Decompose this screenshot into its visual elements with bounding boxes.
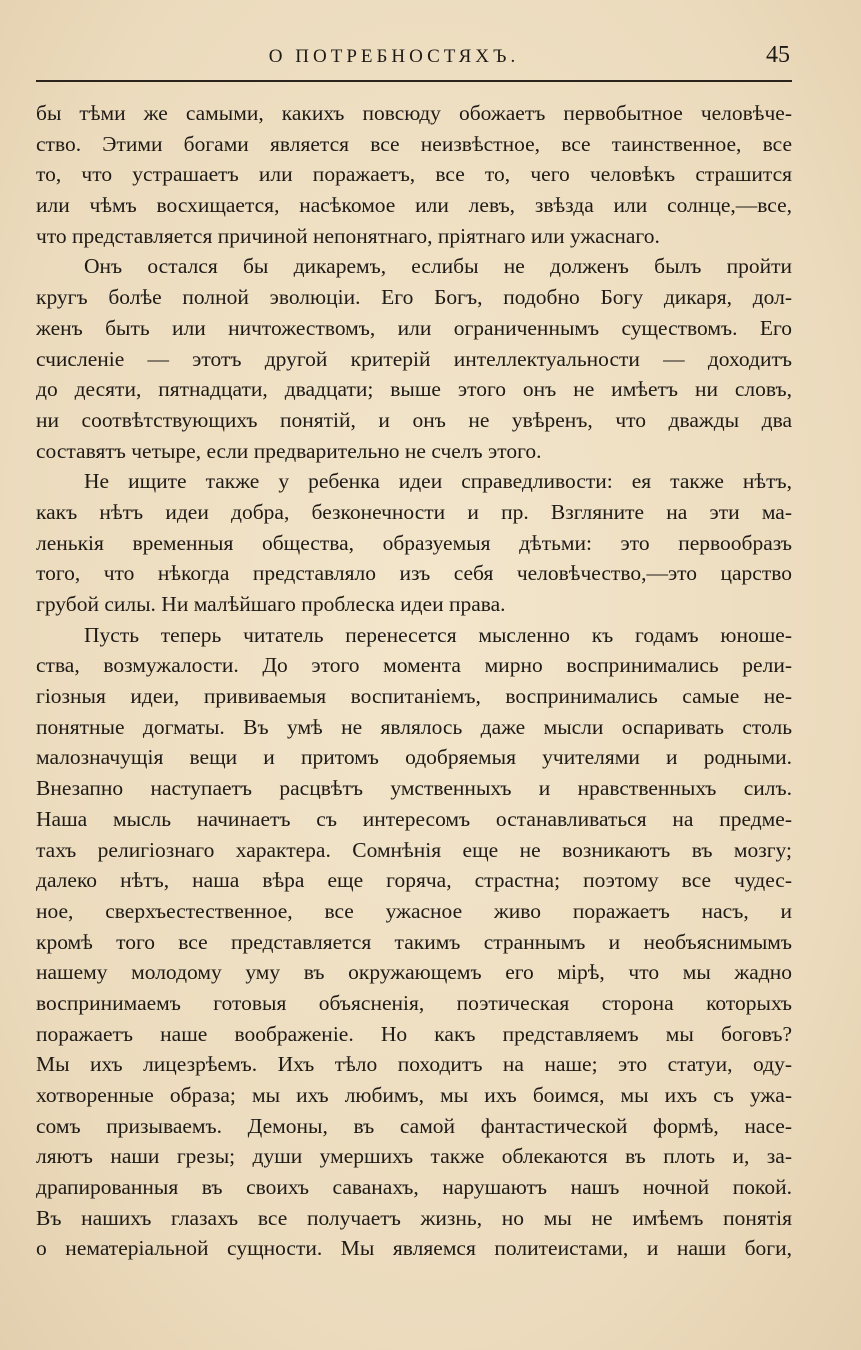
header-rule [36,80,792,82]
text-line: воспринимаемъ готовыя объясненія, поэтическая сторона которыхъ [36,990,792,1015]
text-line: о нематеріальной сущности. Мы являемся политеистами, и наши боги, [36,1236,792,1261]
text-line: поражаетъ наше воображеніе. Но какъ представляемъ мы боговъ? [36,1021,792,1046]
text-line: того, что нѣкогда представляло изъ себя человѣчество,—это царство [36,561,792,586]
text-line: малозначущія вещи и притомъ одобряемыя учителями и родными. [36,745,792,770]
running-title: О ПОТРЕБНОСТЯХЪ. [268,46,520,67]
text-line: ляютъ наши грезы; души умершихъ также облекаются въ плоть и, за- [36,1144,792,1169]
page-header [36,44,792,76]
text-line: ство. Этими богами является все неизвѣстное, все таинственное, все [36,131,792,156]
text-line: женъ быть или ничтожествомъ, или ограниченнымъ существомъ. Его [36,315,792,340]
text-line: тахъ религіознаго характера. Сомнѣнія еще не возникаютъ въ мозгу; [36,837,792,862]
text-line: Въ нашихъ глазахъ все получаетъ жизнь, но мы не имѣемъ понятія [36,1205,792,1230]
text-line: Не ищите также у ребенка идеи справедливости: ея также нѣтъ, [84,469,792,494]
text-line: ное, сверхъестественное, все ужасное живо поражаетъ насъ, и [36,898,792,923]
text-line: грубой силы. Ни малѣйшаго проблеска идеи права. [36,592,506,616]
page-number: 45 [766,42,790,68]
text-line: ства, возмужалости. До этого момента мирно воспринимались рели- [36,653,792,678]
text-line: какъ нѣтъ идеи добра, безконечности и пр. Взгляните на эти ма- [36,499,792,524]
text-line: нашему молодому уму въ окружающемъ его мірѣ, что мы жадно [36,960,792,985]
text-line: сомъ призываемъ. Демоны, въ самой фантастической формѣ, насе- [36,1113,792,1138]
text-line: кругъ болѣе полной эволюціи. Его Богъ, подобно Богу дикаря, дол- [36,285,792,310]
text-line: до десяти, пятнадцати, двадцати; выше этого онъ не имѣетъ ни словъ, [36,377,792,402]
text-line: понятные догматы. Въ умѣ не являлось даже мысли оспаривать столь [36,714,792,739]
text-line: Онъ остался бы дикаремъ, еслибы не долженъ былъ пройти [84,254,792,279]
text-line: гіозныя идеи, прививаемыя воспитаніемъ, воспринимались самые не- [36,684,792,709]
text-line: хотворенные образа; мы ихъ любимъ, мы ихъ боимся, мы ихъ съ ужа- [36,1083,792,1107]
text-line: ленькія временныя общества, образуемыя дѣтьми: это первообразъ [36,530,792,555]
text-line: далеко нѣтъ, наша вѣра еще горяча, страстна; поэтому все чудес- [36,868,792,893]
text-line: Внезапно наступаетъ расцвѣтъ умственныхъ и нравственныхъ силъ. [36,776,792,801]
body-text [36,98,792,1264]
text-line: ни соотвѣтствующихъ понятій, и онъ не увѣренъ, что дважды два [36,407,792,432]
text-line: Наша мысль начинаетъ съ интересомъ останавливаться на предме- [36,806,792,831]
text-line: Мы ихъ лицезрѣемъ. Ихъ тѣло походитъ на наше; это статуи, оду- [36,1052,792,1077]
text-line: составятъ четыре, если предварительно не счелъ этого. [36,438,542,463]
text-line: что представляется причиной непонятнаго, пріятнаго или ужаснаго. [36,223,660,248]
text-line: драпированныя въ своихъ саванахъ, нарушаютъ нашъ ночной покой. [36,1175,792,1200]
text-line: Пусть теперь читатель перенесется мысленно къ годамъ юноше- [84,622,792,647]
text-line: или чѣмъ восхищается, насѣкомое или левъ, звѣзда или солнце,—все, [36,193,792,218]
text-line: бы тѣми же самыми, какихъ повсюду обожаетъ первобытное человѣче- [36,101,792,125]
text-line: счисленіе — этотъ другой критерій интеллектуальности — доходитъ [36,346,792,371]
text-line: кромѣ того все представляется такимъ страннымъ и необъяснимымъ [36,929,792,954]
text-line: то, что устрашаетъ или поражаетъ, все то, чего человѣкъ страшится [36,162,792,187]
